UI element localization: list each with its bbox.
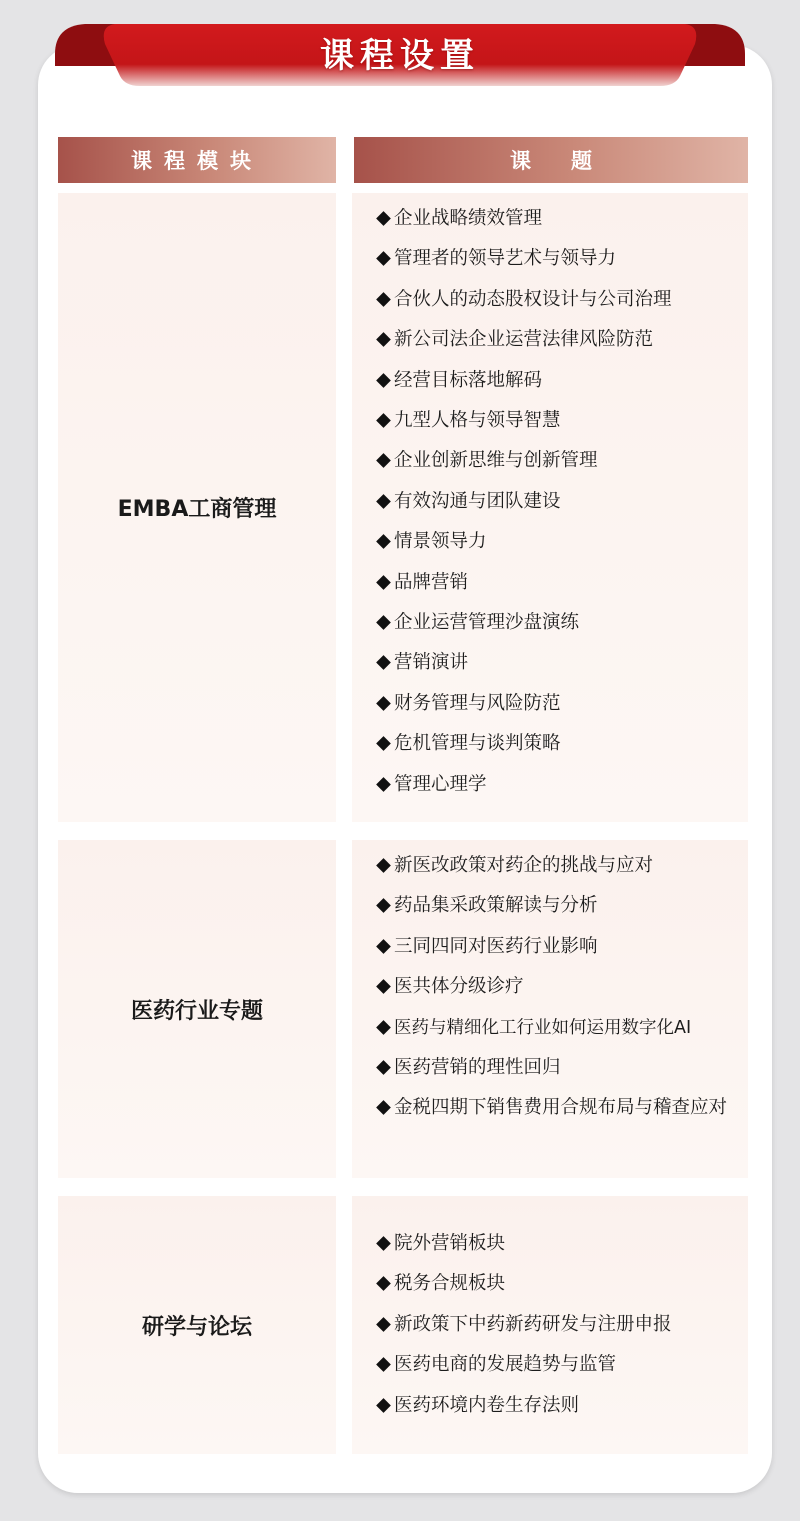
list-item: 管理者的领导艺术与领导力 xyxy=(352,239,748,279)
module-cell xyxy=(58,1196,336,1454)
module-name: 医药行业专题 xyxy=(130,998,263,1024)
diamond-bullet-icon xyxy=(376,332,391,347)
topic-cell xyxy=(352,193,748,822)
diamond-bullet-icon xyxy=(376,252,391,267)
list-item: 品牌营销 xyxy=(352,563,748,603)
list-item: 营销演讲 xyxy=(352,643,748,683)
list-item: 医药环境内卷生存法则 xyxy=(352,1386,748,1426)
list-item: 合伙人的动态股权设计与公司治理 xyxy=(352,280,748,320)
title-container xyxy=(0,24,800,80)
list-item: 有效沟通与团队建设 xyxy=(352,482,748,522)
diamond-bullet-icon xyxy=(376,494,391,509)
diamond-bullet-icon xyxy=(376,534,391,549)
list-item: 医共体分级诊疗 xyxy=(352,967,748,1007)
page-title: 课程设置 xyxy=(320,35,480,76)
list-item: 情景领导力 xyxy=(352,522,748,562)
list-item: 新公司法企业运营法律风险防范 xyxy=(352,320,748,360)
diamond-bullet-icon xyxy=(376,373,391,388)
topic-cell xyxy=(352,840,748,1178)
diamond-bullet-icon xyxy=(376,979,391,994)
list-item: 企业运营管理沙盘演练 xyxy=(352,603,748,643)
diamond-bullet-icon xyxy=(376,899,391,914)
list-item: 财务管理与风险防范 xyxy=(352,684,748,724)
diamond-bullet-icon xyxy=(376,615,391,630)
topic-list xyxy=(352,199,748,805)
list-item: 企业战略绩效管理 xyxy=(352,199,748,239)
list-item: 医药营销的理性回归 xyxy=(352,1048,748,1088)
diamond-bullet-icon xyxy=(376,1398,391,1413)
diamond-bullet-icon xyxy=(376,413,391,428)
header-module: 课程模块 xyxy=(58,137,336,183)
list-item: 九型人格与领导智慧 xyxy=(352,401,748,441)
diamond-bullet-icon xyxy=(376,777,391,792)
topic-list xyxy=(352,846,748,1129)
list-item: 新政策下中药新药研发与注册申报 xyxy=(352,1305,748,1345)
module-cell xyxy=(58,193,336,822)
diamond-bullet-icon xyxy=(376,1060,391,1075)
list-item: 金税四期下销售费用合规布局与稽查应对 xyxy=(352,1088,734,1128)
diamond-bullet-icon xyxy=(376,292,391,307)
list-item: 药品集采政策解读与分析 xyxy=(352,886,748,926)
diamond-bullet-icon xyxy=(376,211,391,226)
diamond-bullet-icon xyxy=(376,1020,391,1035)
diamond-bullet-icon xyxy=(376,1317,391,1332)
header-topic: 课题 xyxy=(354,137,748,183)
diamond-bullet-icon xyxy=(376,1101,391,1116)
list-item: 医药电商的发展趋势与监管 xyxy=(352,1345,748,1385)
diamond-bullet-icon xyxy=(376,454,391,469)
list-item: 企业创新思维与创新管理 xyxy=(352,441,748,481)
list-item: 院外营销板块 xyxy=(352,1224,748,1264)
diamond-bullet-icon xyxy=(376,575,391,590)
diamond-bullet-icon xyxy=(376,939,391,954)
list-item: 经营目标落地解码 xyxy=(352,361,748,401)
diamond-bullet-icon xyxy=(376,1357,391,1372)
diamond-bullet-icon xyxy=(376,1236,391,1251)
diamond-bullet-icon xyxy=(376,858,391,873)
topic-cell xyxy=(352,1196,748,1454)
module-name: EMBA工商管理 xyxy=(117,497,277,522)
module-name: 研学与论坛 xyxy=(141,1314,252,1340)
list-item: 医药与精细化工行业如何运用数字化AI xyxy=(352,1008,748,1048)
list-item: 管理心理学 xyxy=(352,765,748,805)
diamond-bullet-icon xyxy=(376,736,391,751)
list-item: 税务合规板块 xyxy=(352,1264,748,1304)
topic-list xyxy=(352,1224,748,1426)
diamond-bullet-icon xyxy=(376,656,391,671)
module-cell xyxy=(58,840,336,1178)
list-item: 三同四同对医药行业影响 xyxy=(352,927,748,967)
list-item: 危机管理与谈判策略 xyxy=(352,724,748,764)
diamond-bullet-icon xyxy=(376,1277,391,1292)
diamond-bullet-icon xyxy=(376,696,391,711)
list-item: 新医改政策对药企的挑战与应对 xyxy=(352,846,748,886)
